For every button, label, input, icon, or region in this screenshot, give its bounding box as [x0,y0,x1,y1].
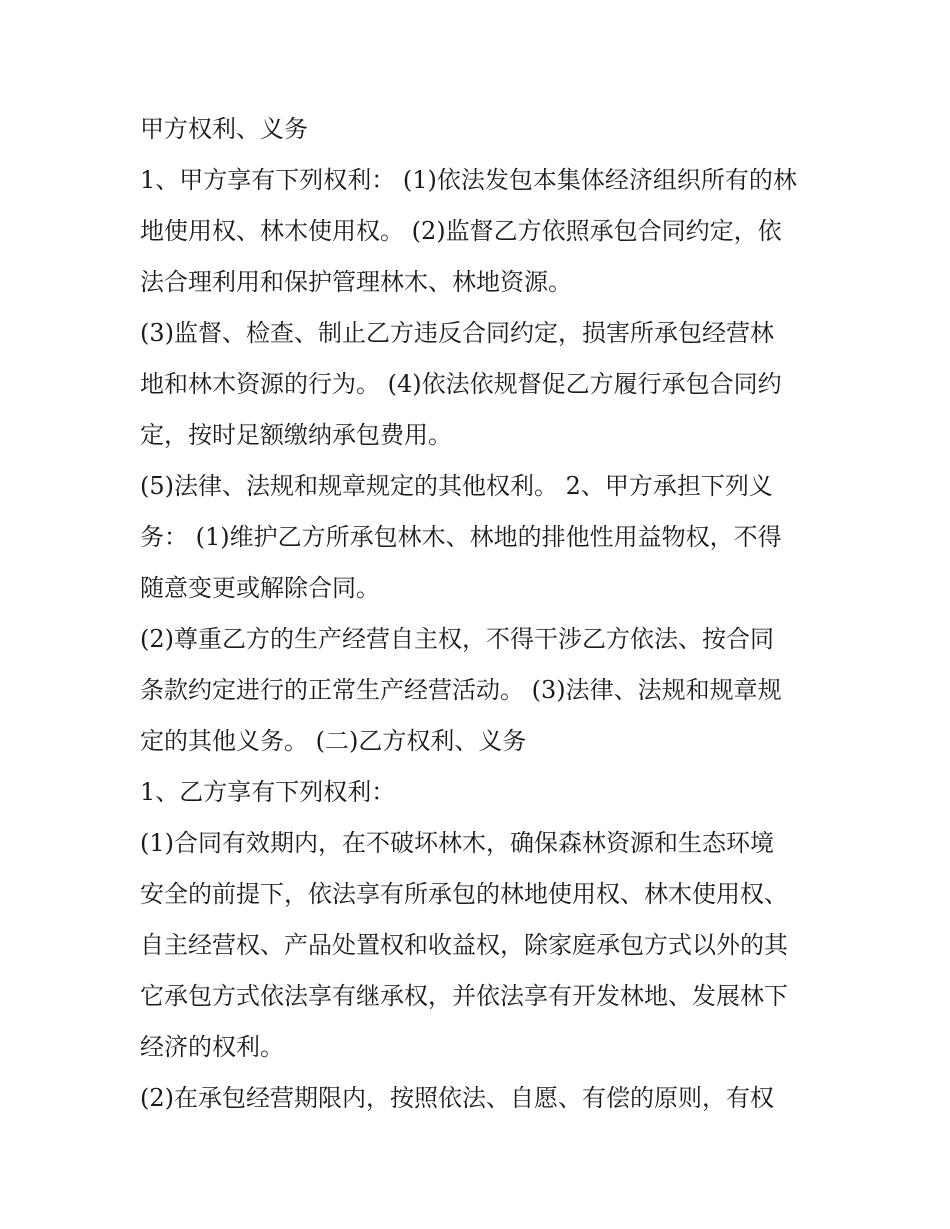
text-line: 经济的权利。 [140,1033,284,1061]
text-line: (2)尊重乙方的生产经营自主权，不得干涉乙方依法、按合同 [140,625,774,653]
text-line: 1、甲方享有下列权利： (1)依法发包本集体经济组织所有的林 [140,166,797,194]
text-line: 地使用权、林木使用权。 (2)监督乙方依照承包合同约定，依 [140,217,782,245]
text-line: 地和林木资源的行为。 (4)依法依规督促乙方履行承包合同约 [140,370,782,398]
text-line: 自主经营权、产品处置权和收益权，除家庭承包方式以外的其 [140,931,788,959]
text-line: 安全的前提下，依法享有所承包的林地使用权、林木使用权、 [140,880,788,908]
text-line: 定，按时足额缴纳承包费用。 [140,421,452,449]
text-line: 法合理利用和保护管理林木、林地资源。 [140,268,572,296]
text-line: 它承包方式依法享有继承权，并依法享有开发林地、发展林下 [140,982,788,1010]
text-line: 定的其他义务。 (二)乙方权利、义务 [140,727,527,755]
text-line: (3)监督、检查、制止乙方违反合同约定，损害所承包经营林 [140,319,774,347]
section-heading: 甲方权利、义务 [140,115,308,143]
text-line: 务： (1)维护乙方所承包林木、林地的排他性用益物权，不得 [140,523,782,551]
text-line: 条款约定进行的正常生产经营活动。 (3)法律、法规和规章规 [140,676,782,704]
text-line: 1、乙方享有下列权利： [140,778,396,806]
text-line: (5)法律、法规和规章规定的其他权利。 2、甲方承担下列义 [140,472,773,500]
text-line: 随意变更或解除合同。 [140,574,380,602]
text-line: (2)在承包经营期限内，按照依法、自愿、有偿的原则，有权 [140,1084,774,1112]
text-line: (1)合同有效期内，在不破坏林木，确保森林资源和生态环境 [140,829,774,857]
